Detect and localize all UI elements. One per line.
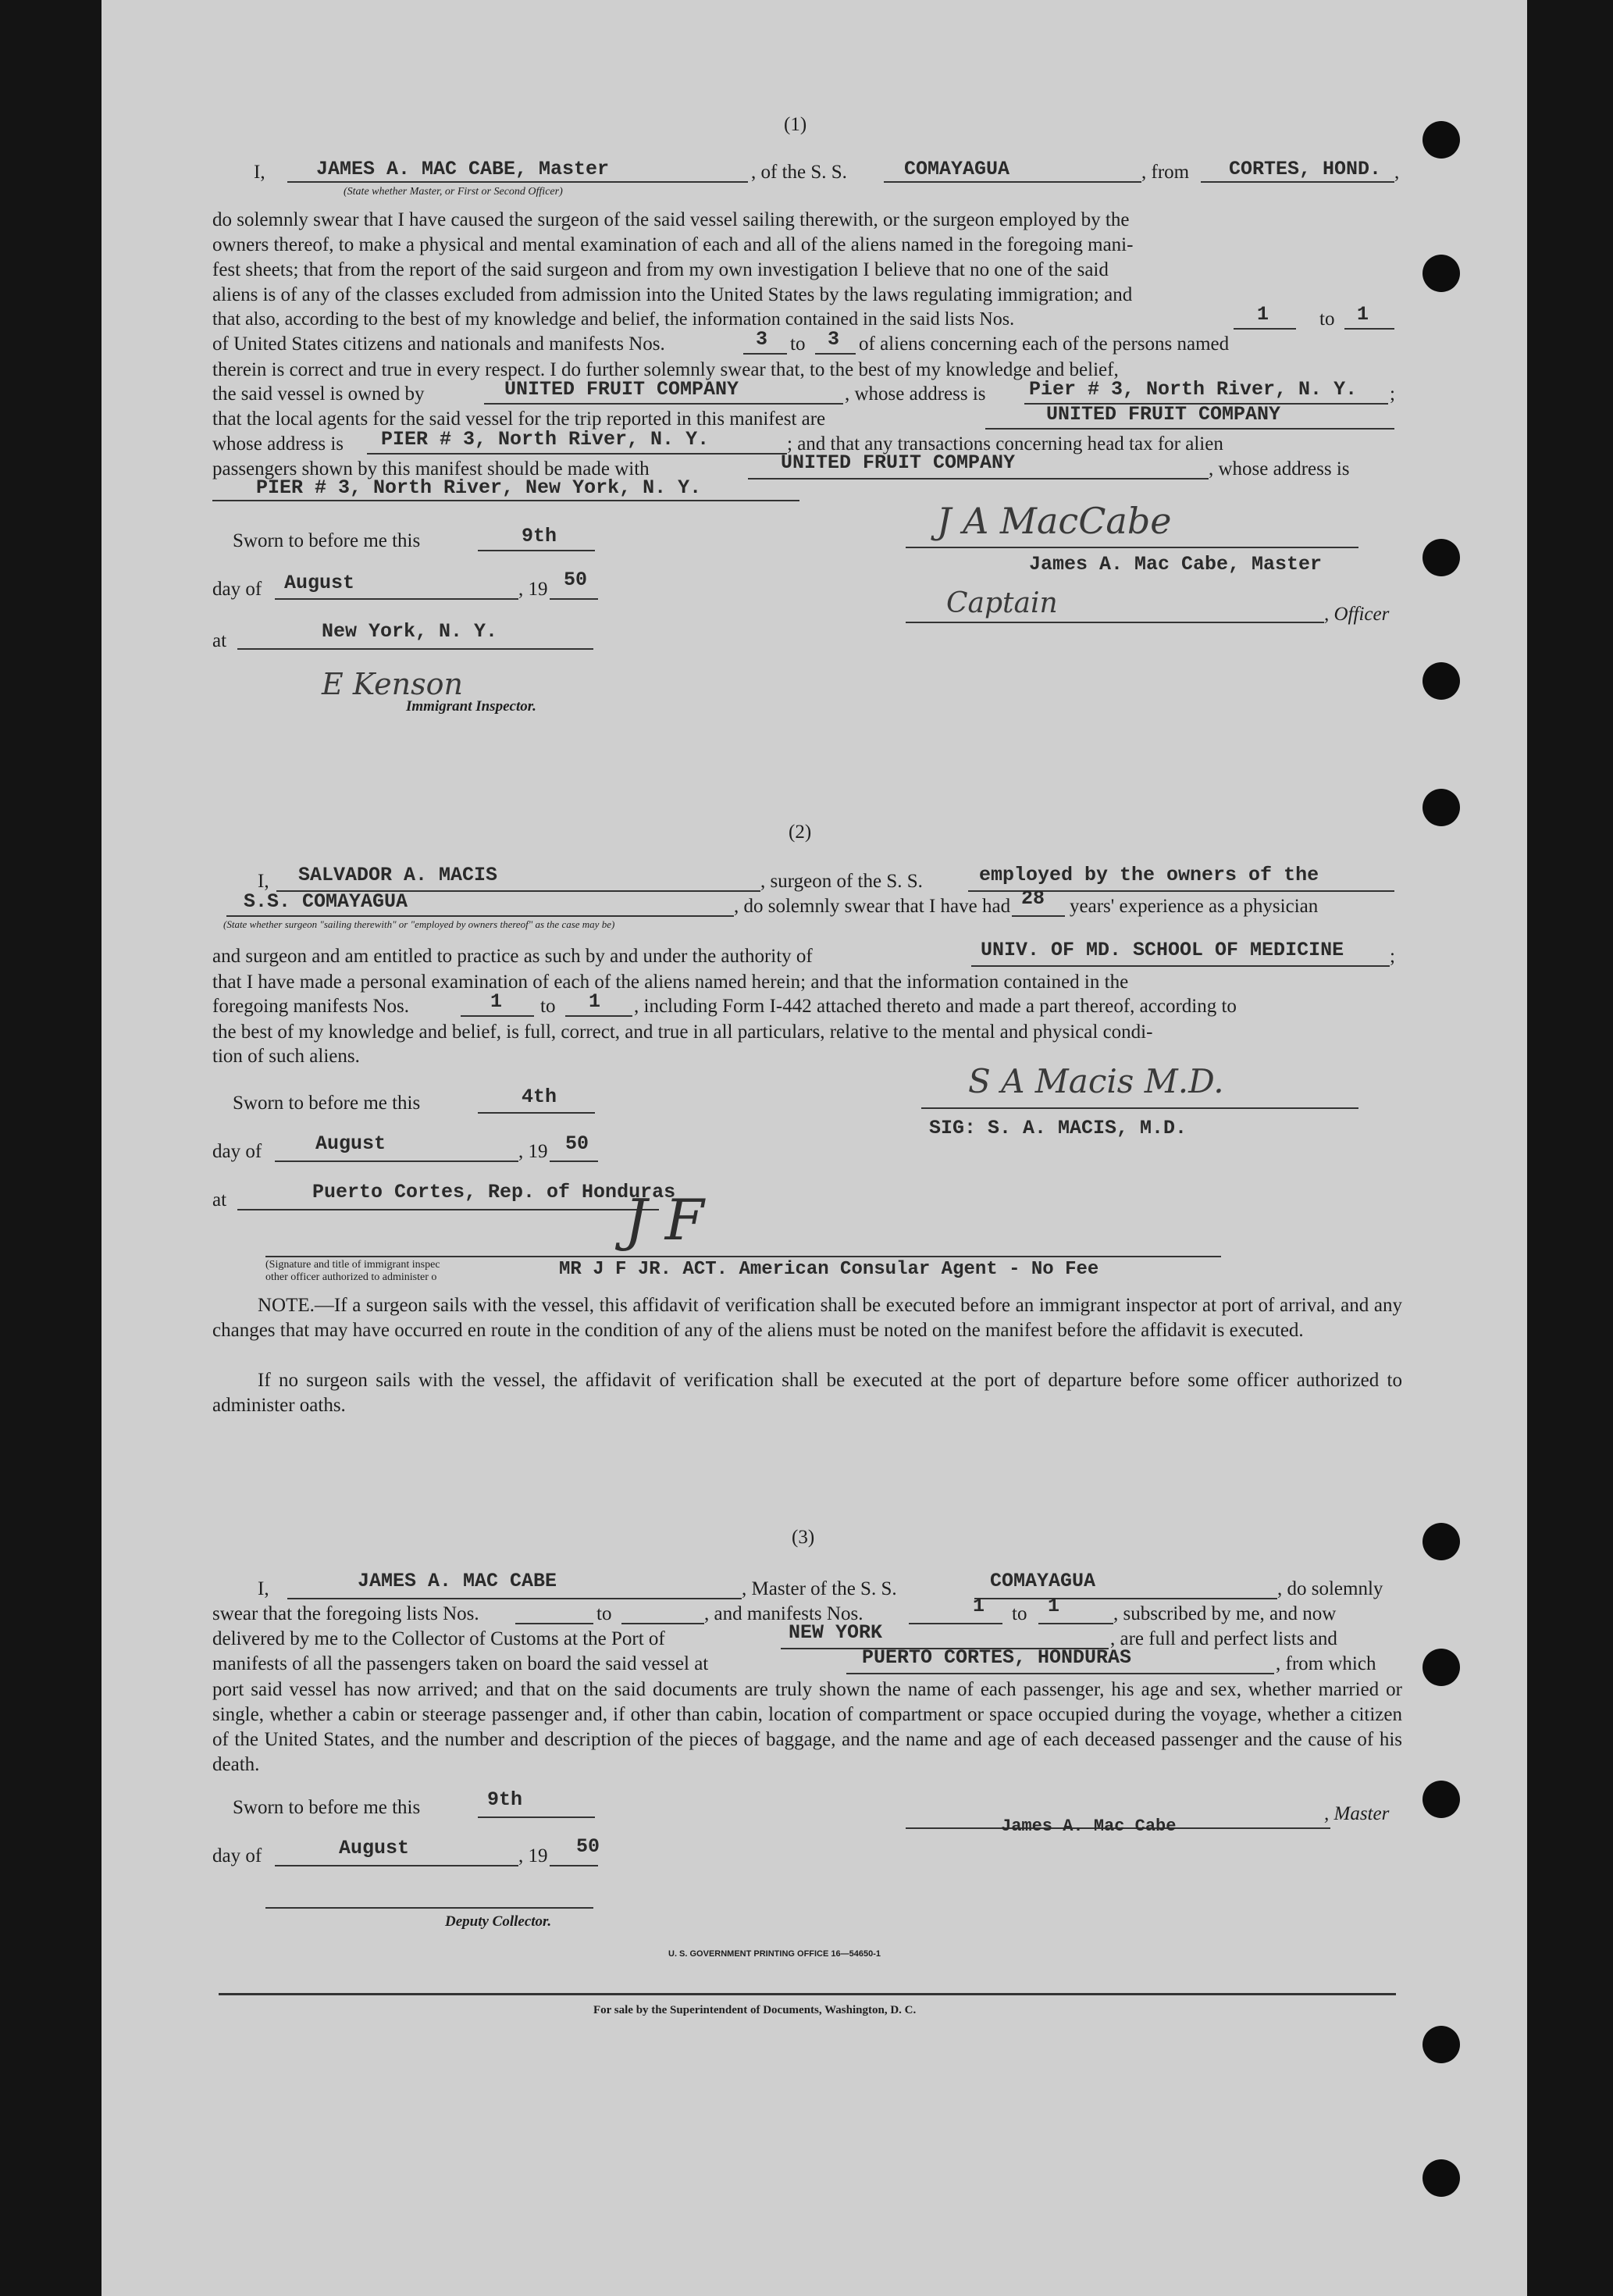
s1-inspector-signature: E Kenson (322, 667, 464, 701)
section-number-1: (1) (784, 114, 807, 135)
s3-deputy-line (265, 1907, 593, 1909)
s2-sig-hint-2: other officer authorized to administer o (265, 1271, 437, 1283)
s1-ship-value: COMAYAGUA (904, 158, 1010, 180)
s3-delivered: delivered by me to the Collector of Customs at the Port of (212, 1628, 665, 1649)
s3-lists-to-line (621, 1623, 704, 1624)
s2-sworn: Sworn to before me this (233, 1093, 421, 1114)
s3-subscribed: , subscribed by me, and now (1113, 1603, 1337, 1624)
s1-port-line (1201, 181, 1394, 183)
s2-m-from: 1 (490, 990, 503, 1013)
s2-year-pre: , 19 (518, 1141, 548, 1162)
s2-years-value: 28 (1021, 887, 1045, 910)
s2-swear: , do solemnly swear that I have had (734, 896, 1011, 917)
binder-hole (1423, 1523, 1460, 1560)
s3-from-which: , from which (1276, 1653, 1376, 1674)
sale-notice: For sale by the Superintendent of Documents, Washington, D. C. (593, 2004, 917, 2016)
s3-sworn-day: 9th (487, 1788, 523, 1811)
s2-i: I, (258, 871, 269, 892)
s3-master-line (287, 1598, 742, 1599)
s2-year-line (550, 1160, 598, 1162)
s2-sig-hint-1: (Signature and title of immigrant inspec (265, 1259, 440, 1271)
binder-hole (1423, 255, 1460, 292)
s1-man-to-word: to (790, 333, 806, 355)
s1-officer-label: , Officer (1324, 604, 1390, 625)
s3-m-to: 1 (1048, 1595, 1060, 1617)
s2-note-2: If no surgeon sails with the vessel, the affidavit of verification shall be executed at the port of departure before some officer authorized to administer oaths. (212, 1370, 1402, 1416)
s2-consul-line (265, 1256, 1221, 1257)
s1-line-3: fest sheets; that from the report of the said surgeon and from my own investigation I believe that no one of the said (212, 259, 1109, 280)
s1-master-typed: James A. Mac Cabe, Master (1029, 553, 1323, 576)
s3-body: port said vessel has now arrived; and that on the said documents are truly shown the name of each passenger, his age and sex, whether married or single, whether a cabin or steerage passenger and, if other than cabin, location of compartment or space occupied during the voyage, whether a citizen of the United States, and the number and description of the pieces of baggage, and the name and age of each deceased passenger and the cause of his death. (212, 1679, 1402, 1775)
s2-sig-typed: SIG: S. A. MACIS, M.D. (929, 1117, 1187, 1139)
s3-i: I, (258, 1578, 269, 1599)
s2-at: at (212, 1189, 227, 1210)
s1-lists-from-line (1234, 328, 1296, 330)
s1-i: I, (254, 162, 265, 183)
s1-officer-line (906, 622, 1324, 623)
s1-agents-text: that the local agents for the said vessel for the trip reported in this manifest are (212, 408, 826, 430)
s2-employed-value: employed by the owners of the (979, 864, 1319, 886)
s3-m-from-line (909, 1623, 1002, 1624)
s2-place-line (237, 1209, 659, 1210)
s3-master-value: JAMES A. MAC CABE (358, 1570, 557, 1592)
s1-agent-addr-line (367, 453, 787, 455)
s3-day-of: day of (212, 1845, 262, 1866)
s2-authority: and surgeon and am entitled to practice as such by and under the authority of (212, 946, 813, 967)
s1-man-from: 3 (756, 328, 768, 351)
s3-month-line (275, 1865, 518, 1866)
s1-year: 50 (564, 569, 588, 591)
s1-master-hint: (State whether Master, or First or Second Officer) (344, 186, 563, 198)
s1-man-to: 3 (828, 328, 840, 351)
s3-port-value: NEW YORK (789, 1621, 883, 1644)
s1-line-5: that also, according to the best of my knowledge and belief, the information contained in the said lists Nos. (212, 309, 1015, 330)
s2-line-7: tion of such aliens. (212, 1046, 360, 1067)
section-number-2: (2) (789, 822, 812, 843)
s3-m-from: 1 (973, 1595, 985, 1617)
s1-owner-value: UNITED FRUIT COMPANY (504, 378, 739, 401)
s1-lists-to: to (1319, 308, 1335, 330)
s2-day-of: day of (212, 1141, 262, 1162)
s1-whose-address: , whose address is (845, 383, 986, 405)
binder-hole (1423, 662, 1460, 700)
s3-deputy-label: Deputy Collector. (445, 1913, 552, 1930)
s1-owner-addr: Pier # 3, North River, N. Y. (1029, 378, 1358, 401)
s3-lists-from-line (515, 1623, 593, 1624)
s1-sworn: Sworn to before me this (233, 530, 421, 551)
s1-inspector-label: Immigrant Inspector. (406, 698, 536, 715)
s2-ship-line (226, 915, 734, 917)
s3-ship-line (974, 1598, 1277, 1599)
s1-lists-from: 1 (1257, 303, 1269, 326)
s1-sworn-day-line (478, 550, 595, 551)
s1-owner-line (484, 403, 843, 405)
s2-m-to: 1 (589, 990, 601, 1013)
s2-semicolon: ; (1390, 946, 1395, 967)
s2-note-1: NOTE.—If a surgeon sails with the vessel, this affidavit of verification shall be executed before an immigrant inspector at port of arrival, and any changes that may have occurred en route in the condition of any of the aliens must be noted on the manifest before the affidavit is executed. (212, 1295, 1402, 1341)
s3-year-pre: , 19 (518, 1845, 548, 1866)
s1-passengers-text: passengers shown by this manifest should be made with (212, 458, 650, 480)
s1-month: August (284, 572, 355, 594)
binder-hole (1423, 121, 1460, 159)
s2-surgeon-signature: S A Macis M.D. (968, 1062, 1224, 1100)
s1-of-ss: , of the S. S. (751, 162, 847, 183)
s3-m-to-line (1038, 1623, 1113, 1624)
s1-master-signature: J A MacCabe (937, 500, 1172, 542)
s3-and-manifests: , and manifests Nos. (704, 1603, 863, 1624)
s2-surgeon-value: SALVADOR A. MACIS (298, 864, 498, 886)
s1-year-pre: , 19 (518, 579, 548, 600)
s2-including: , including Form I-442 attached thereto and made a part thereof, according to (634, 996, 1237, 1017)
s1-place-line (237, 648, 593, 650)
s1-port-value: CORTES, HOND. (1229, 158, 1382, 180)
s2-m-from-line (461, 1015, 534, 1017)
binder-hole (1423, 539, 1460, 576)
section-number-3: (3) (792, 1527, 815, 1548)
binder-hole (1423, 1649, 1460, 1686)
s1-line-2: owners thereof, to make a physical and mental examination of each and all of the aliens named in the foregoing mani- (212, 234, 1134, 255)
s1-master-sign-line (906, 547, 1358, 548)
s1-comma: , (1394, 162, 1400, 183)
s1-lists-to-value: 1 (1357, 303, 1369, 326)
s2-month-line (275, 1160, 518, 1162)
s2-surgeon-sign-line (921, 1107, 1358, 1109)
s2-sworn-day-line (478, 1112, 595, 1114)
s1-agent-addr: PIER # 3, North River, N. Y. (381, 428, 710, 451)
s2-sworn-day: 4th (522, 1086, 557, 1108)
s3-year: 50 (576, 1835, 600, 1858)
s1-year-line (550, 598, 598, 600)
s2-school-value: UNIV. OF MD. SCHOOL OF MEDICINE (981, 939, 1344, 961)
s3-from-port: PUERTO CORTES, HONDURAS (862, 1646, 1132, 1669)
s1-at: at (212, 630, 227, 651)
s3-sworn: Sworn to before me this (233, 1797, 421, 1818)
s1-tax-co: UNITED FRUIT COMPANY (781, 451, 1016, 474)
s1-tax-text: ; and that any transactions concerning head tax for alien (787, 433, 1223, 455)
s2-line-4: that I have made a personal examination of each of the aliens named herein; and that the information contained in the (212, 972, 1129, 993)
s2-school-line (971, 965, 1390, 967)
s2-years-exp: years' experience as a physician (1070, 896, 1319, 917)
s3-to-1: to (596, 1603, 612, 1624)
s1-day-of: day of (212, 579, 262, 600)
s3-swear: swear that the foregoing lists Nos. (212, 1603, 479, 1624)
s1-month-line (275, 598, 518, 600)
s1-owned-by: the said vessel is owned by (212, 383, 425, 405)
s2-consul-signature: J F (625, 1187, 704, 1253)
s3-from-port-line (846, 1673, 1274, 1674)
s1-lists-to-line (1344, 328, 1394, 330)
s2-place: Puerto Cortes, Rep. of Honduras (312, 1181, 676, 1203)
s2-m-to-line (565, 1015, 632, 1017)
s1-whose-address-3: , whose address is (1209, 458, 1350, 480)
binder-hole (1423, 2026, 1460, 2063)
s2-years-line (1012, 915, 1065, 917)
s2-month: August (315, 1132, 386, 1155)
s1-line-4: aliens is of any of the classes excluded from admission into the United States by the laws regulating immigration; and (212, 284, 1133, 305)
s1-line-1: do solemnly swear that I have caused the surgeon of the said vessel sailing therewith, or the surgeon employed by the (212, 209, 1130, 230)
s1-man-from-line (743, 353, 787, 355)
s2-line-6: the best of my knowledge and belief, is full, correct, and true in all particulars, relative to the mental and physical condi- (212, 1021, 1153, 1043)
s2-year: 50 (565, 1132, 589, 1155)
s3-master-of: , Master of the S. S. (742, 1578, 897, 1599)
s3-master-typed: James A. Mac Cabe (1001, 1816, 1177, 1836)
s3-ship-value: COMAYAGUA (990, 1570, 1096, 1592)
s1-sworn-day: 9th (522, 525, 557, 547)
s3-solemnly: , do solemnly (1277, 1578, 1383, 1599)
s3-to-2: to (1012, 1603, 1027, 1624)
s1-man-to-line (815, 353, 856, 355)
s1-master-line (287, 181, 748, 183)
s1-agent-line (985, 428, 1394, 430)
s3-manifests: manifests of all the passengers taken on board the said vessel at (212, 1653, 709, 1674)
s2-surgeon-of: , surgeon of the S. S. (760, 871, 923, 892)
s1-captain-signature: Captain (946, 587, 1058, 619)
s1-line-6a: of United States citizens and nationals and manifests Nos. (212, 333, 665, 355)
s3-month: August (339, 1837, 410, 1859)
binder-hole (1423, 789, 1460, 826)
s3-sworn-day-line (478, 1816, 595, 1818)
s1-tax-co-line (748, 478, 1209, 480)
s3-full: , are full and perfect lists and (1110, 1628, 1337, 1649)
s2-surgeon-hint: (State whether surgeon "sailing therewith" or "employed by owners thereof" as the case may be) (223, 918, 615, 930)
s1-agent-value: UNITED FRUIT COMPANY (1046, 403, 1281, 426)
s1-place: New York, N. Y. (322, 620, 498, 643)
s1-tax-addr: PIER # 3, North River, New York, N. Y. (256, 476, 702, 499)
s1-whose-address-2: whose address is (212, 433, 344, 455)
s2-foregoing: foregoing manifests Nos. (212, 996, 410, 1017)
s1-from: , from (1141, 162, 1190, 183)
s3-master-label: , Master (1324, 1803, 1390, 1824)
s1-semicolon: ; (1390, 383, 1395, 405)
footer-rule (219, 1993, 1396, 1995)
gpo-imprint: U. S. GOVERNMENT PRINTING OFFICE 16—54650-1 (668, 1949, 881, 1959)
s3-year-line (550, 1865, 598, 1866)
s2-ship-value: S.S. COMAYAGUA (244, 890, 408, 913)
s1-master-value: JAMES A. MAC CABE, Master (316, 158, 610, 180)
binder-hole (1423, 1781, 1460, 1818)
binder-hole (1423, 2159, 1460, 2197)
s1-ship-line (884, 181, 1141, 183)
s2-to: to (540, 996, 556, 1017)
s1-line-6b: of aliens concerning each of the persons named (859, 333, 1230, 355)
s1-tax-addr-line (212, 500, 799, 501)
s2-consul-value: MR J F JR. ACT. American Consular Agent - No Fee (559, 1259, 1099, 1280)
s1-line-7: therein is correct and true in every respect. I do further solemnly swear that, to the best of my knowledge and belief, (212, 359, 1119, 380)
